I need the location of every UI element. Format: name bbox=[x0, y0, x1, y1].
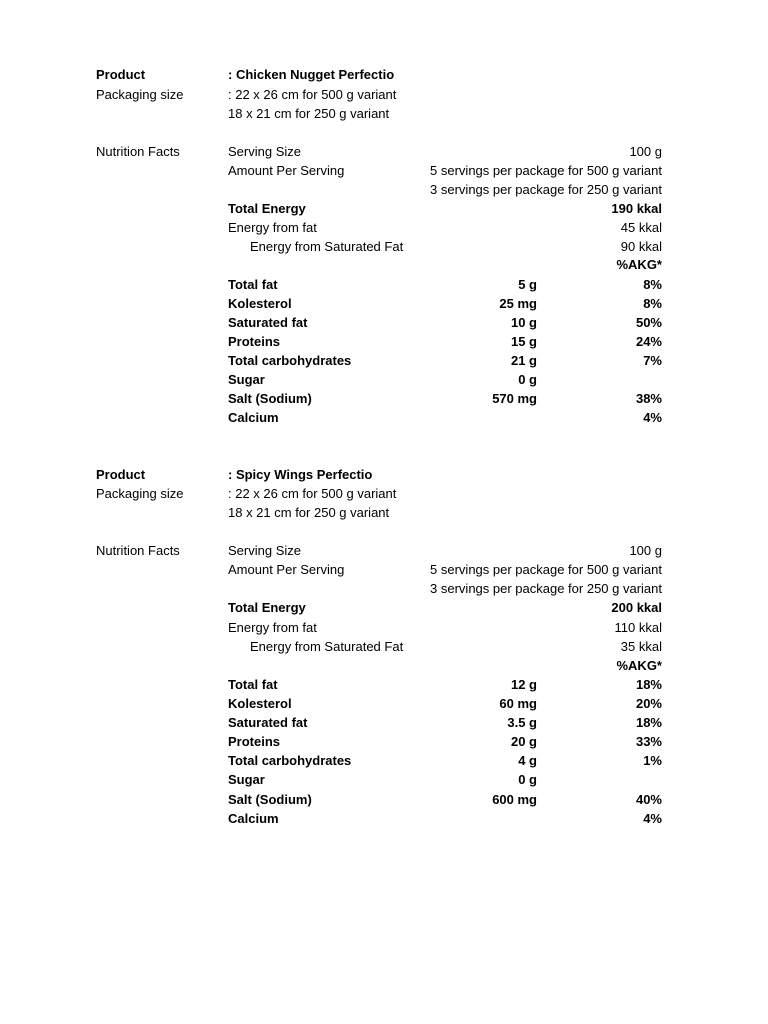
nutrient-row bbox=[0, 332, 768, 351]
packaging-line-1: : 22 x 26 cm for 500 g variant bbox=[228, 87, 397, 102]
nutrient-name: Saturated fat bbox=[228, 715, 308, 730]
energy-from-fat-value: 110 kkal bbox=[614, 620, 662, 635]
product-label: Product bbox=[96, 467, 146, 482]
product-name: : Chicken Nugget Perfectio bbox=[228, 67, 395, 82]
akg-header: %AKG* bbox=[616, 257, 662, 272]
serving-size-value: 100 g bbox=[629, 144, 662, 159]
nutrient-name: Salt (Sodium) bbox=[228, 792, 312, 807]
energy-from-sat-fat-label: Energy from Saturated Fat bbox=[250, 239, 404, 254]
nutrient-row bbox=[0, 294, 768, 313]
nutrient-name: Kolesterol bbox=[228, 696, 292, 711]
nutrient-row bbox=[0, 790, 768, 809]
nutrient-name: Total carbohydrates bbox=[228, 753, 352, 768]
total-energy-value: 190 kkal bbox=[611, 201, 662, 216]
serving-size-value: 100 g bbox=[629, 543, 662, 558]
total-energy-label: Total Energy bbox=[228, 600, 306, 615]
nutrient-akg: 33% bbox=[635, 734, 662, 749]
servings-250g: 3 servings per package for 250 g variant bbox=[430, 182, 662, 197]
nutrient-akg: 24% bbox=[635, 334, 662, 349]
amount-per-serving-label: Amount Per Serving bbox=[228, 562, 345, 577]
servings-500g: 5 servings per package for 500 g variant bbox=[430, 163, 662, 178]
nutrient-row bbox=[0, 713, 768, 732]
nutrient-row bbox=[0, 675, 768, 694]
nutrient-akg: 18% bbox=[635, 677, 662, 692]
product-label: Product bbox=[96, 67, 146, 82]
energy-from-fat-label: Energy from fat bbox=[228, 220, 317, 235]
nutrition-facts-label: Nutrition Facts bbox=[96, 543, 180, 558]
nutrient-akg: 40% bbox=[635, 792, 662, 807]
energy-from-fat-value: 45 kkal bbox=[620, 220, 662, 235]
servings-500g: 5 servings per package for 500 g variant bbox=[430, 562, 662, 577]
nutrient-akg: 4% bbox=[643, 410, 662, 425]
nutrient-name: Sugar bbox=[228, 772, 265, 787]
servings-250g: 3 servings per package for 250 g variant bbox=[430, 581, 662, 596]
nutrient-akg: 4% bbox=[643, 811, 662, 826]
packaging-label: Packaging size bbox=[96, 486, 184, 501]
nutrient-row bbox=[0, 313, 768, 332]
nutrient-name: Kolesterol bbox=[228, 296, 292, 311]
serving-size-label: Serving Size bbox=[228, 144, 301, 159]
nutrient-name: Sugar bbox=[228, 372, 265, 387]
packaging-line-2: 18 x 21 cm for 250 g variant bbox=[228, 505, 390, 520]
nutrient-akg: 38% bbox=[635, 391, 662, 406]
nutrient-name: Total carbohydrates bbox=[228, 353, 352, 368]
packaging-label: Packaging size bbox=[96, 87, 184, 102]
nutrient-row bbox=[0, 809, 768, 828]
nutrient-row bbox=[0, 351, 768, 370]
nutrition-facts-label: Nutrition Facts bbox=[96, 144, 180, 159]
nutrient-row bbox=[0, 694, 768, 713]
nutrient-name: Proteins bbox=[228, 334, 281, 349]
total-energy-label: Total Energy bbox=[228, 201, 306, 216]
nutrient-amount: 25 mg bbox=[499, 296, 537, 311]
energy-from-fat-label: Energy from fat bbox=[228, 620, 317, 635]
amount-per-serving-label: Amount Per Serving bbox=[228, 163, 345, 178]
nutrient-amount: 15 g bbox=[510, 334, 537, 349]
nutrient-amount: 21 g bbox=[510, 353, 537, 368]
nutrient-akg: 1% bbox=[643, 753, 662, 768]
nutrient-amount: 600 mg bbox=[492, 792, 537, 807]
nutrient-row bbox=[0, 770, 768, 789]
nutrient-akg: 8% bbox=[643, 277, 662, 292]
nutrient-row bbox=[0, 751, 768, 770]
nutrient-amount: 4 g bbox=[518, 753, 537, 768]
energy-from-sat-fat-value: 90 kkal bbox=[620, 239, 662, 254]
nutrient-akg: 20% bbox=[635, 696, 662, 711]
nutrient-amount: 3.5 g bbox=[507, 715, 537, 730]
nutrient-amount: 0 g bbox=[518, 372, 537, 387]
nutrient-name: Saturated fat bbox=[228, 315, 308, 330]
nutrient-akg: 7% bbox=[643, 353, 662, 368]
nutrient-name: Calcium bbox=[228, 811, 279, 826]
nutrient-name: Proteins bbox=[228, 734, 281, 749]
nutrient-name: Total fat bbox=[228, 277, 278, 292]
nutrient-amount: 10 g bbox=[510, 315, 537, 330]
nutrient-name: Total fat bbox=[228, 677, 278, 692]
nutrient-row bbox=[0, 370, 768, 389]
total-energy-value: 200 kkal bbox=[611, 600, 662, 615]
packaging-line-2: 18 x 21 cm for 250 g variant bbox=[228, 106, 390, 121]
nutrient-amount: 20 g bbox=[510, 734, 537, 749]
nutrient-amount: 60 mg bbox=[499, 696, 537, 711]
nutrient-akg: 8% bbox=[643, 296, 662, 311]
nutrient-akg: 50% bbox=[635, 315, 662, 330]
nutrient-amount: 0 g bbox=[518, 772, 537, 787]
nutrient-row bbox=[0, 408, 768, 427]
nutrient-amount: 5 g bbox=[518, 277, 537, 292]
nutrient-row bbox=[0, 732, 768, 751]
serving-size-label: Serving Size bbox=[228, 543, 301, 558]
nutrient-name: Calcium bbox=[228, 410, 279, 425]
product-name: : Spicy Wings Perfectio bbox=[228, 467, 373, 482]
packaging-line-1: : 22 x 26 cm for 500 g variant bbox=[228, 486, 397, 501]
nutrient-amount: 570 mg bbox=[492, 391, 537, 406]
nutrient-row bbox=[0, 275, 768, 294]
nutrient-name: Salt (Sodium) bbox=[228, 391, 312, 406]
energy-from-sat-fat-value: 35 kkal bbox=[620, 639, 662, 654]
nutrient-amount: 12 g bbox=[510, 677, 537, 692]
akg-header: %AKG* bbox=[616, 658, 662, 673]
nutrient-akg: 18% bbox=[635, 715, 662, 730]
nutrient-row bbox=[0, 389, 768, 408]
energy-from-sat-fat-label: Energy from Saturated Fat bbox=[250, 639, 404, 654]
